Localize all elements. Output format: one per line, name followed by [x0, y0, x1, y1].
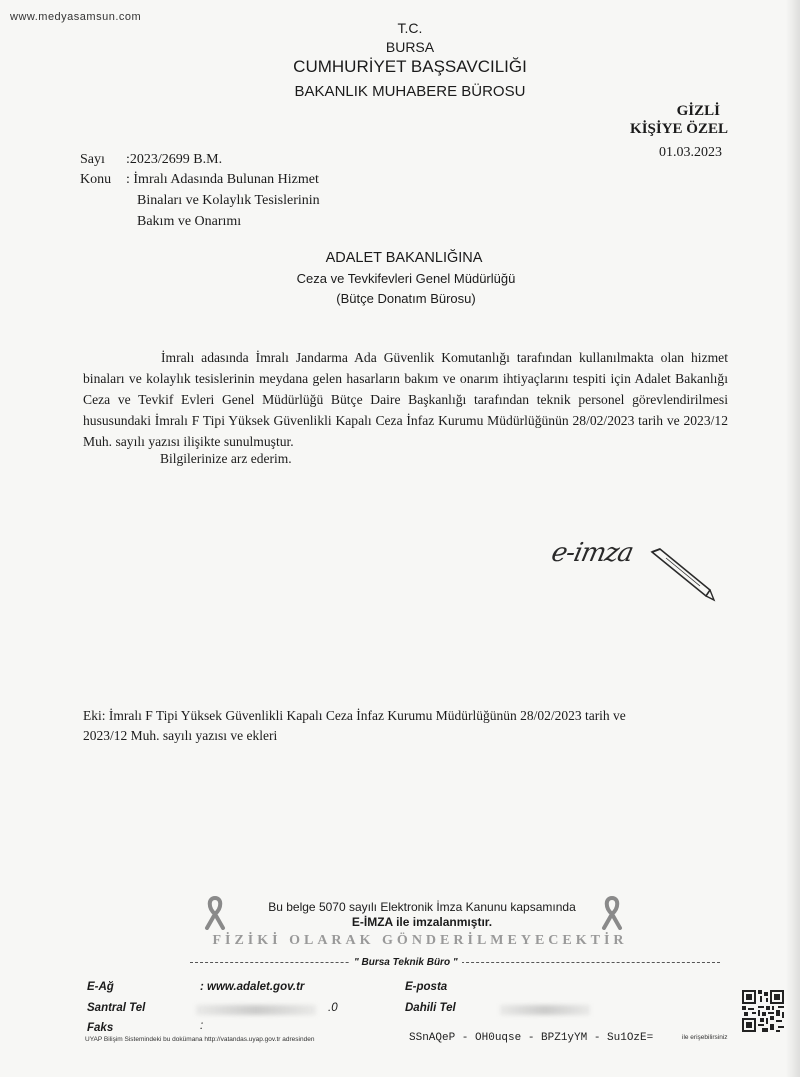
santral-tail: .0	[328, 1002, 338, 1014]
uyap-note: UYAP Bilişim Sistemindeki bu dokümana http://vatandas.uyap.gov.tr adresinden	[85, 1036, 315, 1043]
header-bureau: BAKANLIK MUHABERE BÜROSU	[294, 83, 526, 100]
dahili-label: Dahili Tel	[405, 1002, 456, 1014]
eag-value: : www.adalet.gov.tr	[200, 981, 305, 993]
e-signature-confirmation: E-İMZA ile imzalanmıştır.	[351, 915, 493, 929]
closing-line: Bilgilerinize arz ederim.	[160, 451, 292, 466]
redacted-phone	[196, 1005, 316, 1015]
classification-secret: GİZLİ	[676, 103, 720, 119]
document-date: 01.03.2023	[659, 145, 722, 160]
addressee-ministry: ADALET BAKANLIĞINA	[325, 250, 483, 266]
attachment-line-1: Eki: İmralı F Tipi Yüksek Güvenlikli Kapalı Ceza İnfaz Kurumu Müdürlüğünün 28/02/2023 tarih ve	[83, 708, 626, 723]
body-paragraph: İmralı adasında İmralı Jandarma Ada Güvenlik Komutanlığı tarafından kullanılmakta olan hizmet binaları ve kolaylık tesislerinin meydana gelen hasarların bakım ve onarım ihtiyaçlarını tespiti için Adalet Bakanlığı Ceza ve Tevkif Evleri Genel Müdürlüğü Bütçe Daire Başkanlığı tarafından teknik personel görevlendirilmesi hususundaki İmralı F Tipi Yüksek Güvenlikli Kapalı Ceza İnfaz Kurumu Müdürlüğünün 28/02/2023 tarih ve 2023/12 Muh. sayılı yazısı ilişikte sunulmuştur.	[83, 350, 728, 449]
e-signature	[548, 532, 722, 602]
header-tc: T.C.	[397, 20, 423, 36]
pen-icon	[648, 546, 720, 602]
body-paragraph-container	[83, 347, 728, 452]
attachment-line-2: 2023/12 Muh. sayılı yazısı ve ekleri	[83, 728, 278, 743]
watermark: www.medyasamsun.com	[10, 11, 142, 23]
bureau-label: " Bursa Teknik Büro "	[350, 957, 462, 968]
konu-line-2: Binaları ve Kolaylık Tesislerinin	[137, 193, 320, 208]
classification-personal: KİŞİYE ÖZEL	[630, 121, 728, 137]
faks-label: Faks	[87, 1022, 114, 1034]
addressee-directorate: Ceza ve Tevkifevleri Genel Müdürlüğü	[296, 271, 516, 286]
konu-label: Konu	[80, 172, 112, 187]
verification-code: SSnAQeP - OH0uqse - BPZ1yYM - Su1OzE=	[409, 1032, 654, 1044]
sayi-label: Sayı	[80, 152, 105, 167]
eposta-label: E-posta	[405, 981, 448, 993]
e-signature-notice: Bu belge 5070 sayılı Elektronik İmza Kanunu kapsamında	[268, 900, 576, 914]
konu-line-1: : İmralı Adasında Bulunan Hizmet	[126, 172, 319, 187]
attachment-note	[83, 706, 733, 746]
santral-label: Santral Tel	[87, 1002, 146, 1014]
not-physically-sent-banner: FİZİKİ OLARAK GÖNDERİLMEYECEKTİR	[212, 933, 628, 948]
redacted-extension	[500, 1005, 590, 1015]
faks-value: :	[200, 1020, 204, 1032]
qr-code-icon	[742, 990, 784, 1032]
addressee-bureau: (Bütçe Donatım Bürosu)	[336, 291, 476, 306]
signature-text: e-imza	[548, 538, 636, 568]
header-city: BURSA	[385, 39, 435, 55]
header-office: CUMHURİYET BAŞSAVCILIĞI	[293, 57, 527, 76]
sayi-value: :2023/2699 B.M.	[126, 152, 223, 167]
verification-tail: ile erişebilirsiniz	[682, 1034, 728, 1041]
konu-line-3: Bakım ve Onarımı	[137, 214, 242, 229]
eag-label: E-Ağ	[87, 981, 114, 993]
